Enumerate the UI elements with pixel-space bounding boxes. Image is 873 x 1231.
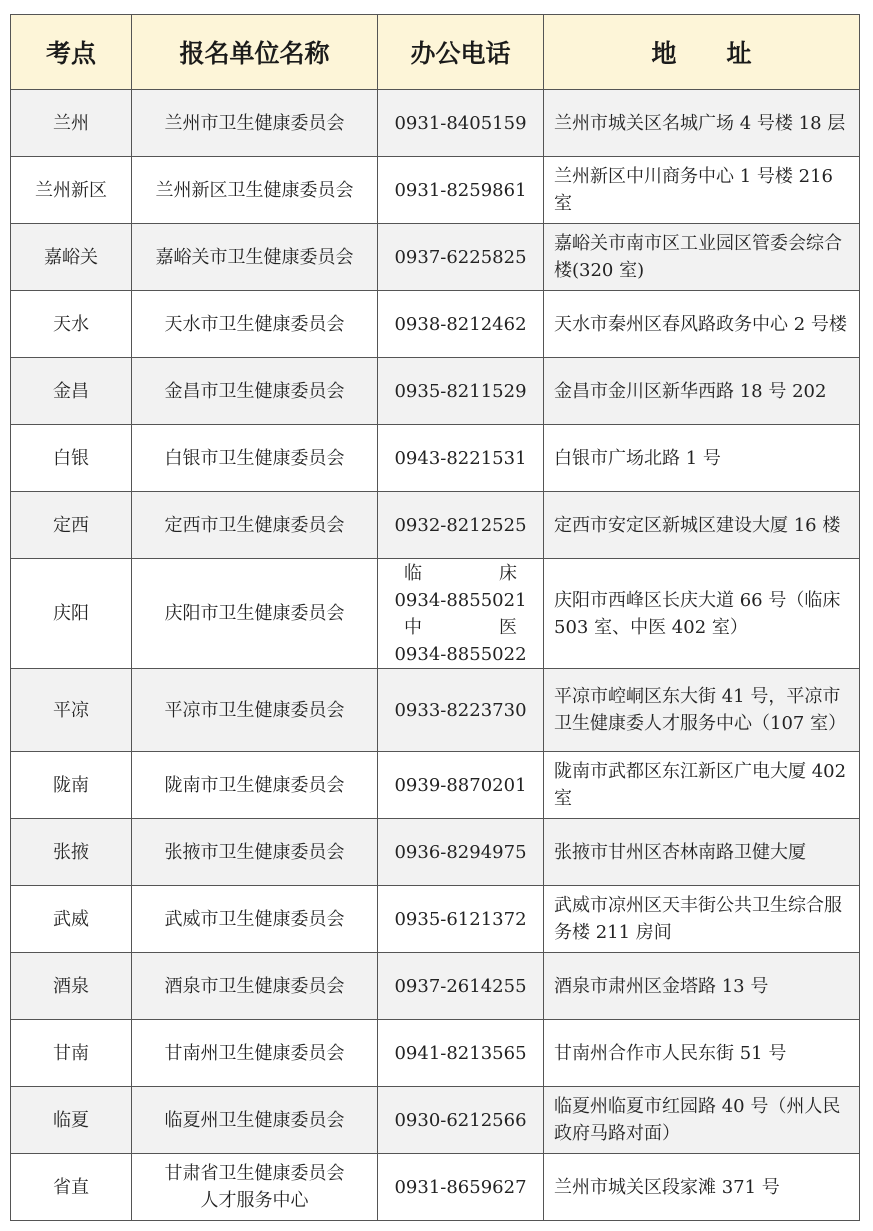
phone-cell: 0930-6212566 <box>378 1087 544 1154</box>
site-cell: 白银 <box>11 425 132 492</box>
address-cell: 兰州市城关区名城广场 4 号楼 18 层 <box>544 90 860 157</box>
site-cell: 平凉 <box>11 669 132 752</box>
unit-cell: 武威市卫生健康委员会 <box>132 886 378 953</box>
phone-cell: 0935-8211529 <box>378 358 544 425</box>
phone-cell: 0936-8294975 <box>378 819 544 886</box>
address-cell: 甘南州合作市人民东街 51 号 <box>544 1020 860 1087</box>
phone-number-clinical: 0934-8855021 <box>394 589 527 611</box>
site-cell: 省直 <box>11 1154 132 1221</box>
phone-label-part: 临 <box>404 562 422 584</box>
table-row <box>11 1020 860 1087</box>
site-cell: 定西 <box>11 492 132 559</box>
unit-cell: 天水市卫生健康委员会 <box>132 291 378 358</box>
table-row <box>11 559 860 669</box>
site-cell: 陇南 <box>11 752 132 819</box>
phone-label-part: 床 <box>499 562 517 584</box>
unit-cell: 兰州新区卫生健康委员会 <box>132 157 378 224</box>
phone-cell: 0935-6121372 <box>378 886 544 953</box>
unit-cell: 平凉市卫生健康委员会 <box>132 669 378 752</box>
site-cell: 张掖 <box>11 819 132 886</box>
header-address: 地 址 <box>544 15 860 90</box>
unit-cell: 定西市卫生健康委员会 <box>132 492 378 559</box>
address-cell: 陇南市武都区东江新区广电大厦 402 室 <box>544 752 860 819</box>
site-cell: 兰州新区 <box>11 157 132 224</box>
site-cell: 庆阳 <box>11 559 132 669</box>
table-row <box>11 953 860 1020</box>
address-cell: 定西市安定区新城区建设大厦 16 楼 <box>544 492 860 559</box>
unit-cell: 兰州市卫生健康委员会 <box>132 90 378 157</box>
address-cell: 武威市凉州区天丰街公共卫生综合服务楼 211 房间 <box>544 886 860 953</box>
phone-cell: 0932-8212525 <box>378 492 544 559</box>
phone-cell: 0937-6225825 <box>378 224 544 291</box>
address-cell: 兰州新区中川商务中心 1 号楼 216 室 <box>544 157 860 224</box>
unit-line: 人才服务中心 <box>200 1190 309 1211</box>
address-cell: 庆阳市西峰区长庆大道 66 号（临床 503 室、中医 402 室） <box>544 559 860 669</box>
phone-cell: 0939-8870201 <box>378 752 544 819</box>
address-cell: 张掖市甘州区杏林南路卫健大厦 <box>544 819 860 886</box>
table-row <box>11 1087 860 1154</box>
phone-label-clinical <box>384 560 537 587</box>
address-cell: 天水市秦州区春风路政务中心 2 号楼 <box>544 291 860 358</box>
site-cell: 酒泉 <box>11 953 132 1020</box>
address-cell: 平凉市崆峒区东大街 41 号，平凉市卫生健康委人才服务中心（107 室） <box>544 669 860 752</box>
phone-label-part: 中 <box>404 616 422 638</box>
phone-cell: 0937-2614255 <box>378 953 544 1020</box>
phone-cell: 0931-8405159 <box>378 90 544 157</box>
address-cell: 白银市广场北路 1 号 <box>544 425 860 492</box>
table-row <box>11 291 860 358</box>
table-row <box>11 1154 860 1221</box>
phone-number-tcm: 0934-8855022 <box>394 643 527 665</box>
phone-cell: 0931-8259861 <box>378 157 544 224</box>
unit-cell: 酒泉市卫生健康委员会 <box>132 953 378 1020</box>
unit-cell: 张掖市卫生健康委员会 <box>132 819 378 886</box>
header-unit: 报名单位名称 <box>132 15 378 90</box>
unit-cell: 甘南州卫生健康委员会 <box>132 1020 378 1087</box>
registration-table <box>10 14 860 1221</box>
table-row <box>11 90 860 157</box>
site-cell: 嘉峪关 <box>11 224 132 291</box>
phone-cell: 0941-8213565 <box>378 1020 544 1087</box>
unit-cell: 陇南市卫生健康委员会 <box>132 752 378 819</box>
address-cell: 临夏州临夏市红园路 40 号（州人民政府马路对面） <box>544 1087 860 1154</box>
header-site: 考点 <box>11 15 132 90</box>
phone-cell: 0943-8221531 <box>378 425 544 492</box>
unit-cell <box>132 1154 378 1221</box>
table-row <box>11 492 860 559</box>
unit-cell: 庆阳市卫生健康委员会 <box>132 559 378 669</box>
table-row <box>11 669 860 752</box>
unit-cell: 临夏州卫生健康委员会 <box>132 1087 378 1154</box>
header-phone: 办公电话 <box>378 15 544 90</box>
address-cell: 金昌市金川区新华西路 18 号 202 <box>544 358 860 425</box>
site-cell: 兰州 <box>11 90 132 157</box>
site-cell: 甘南 <box>11 1020 132 1087</box>
site-cell: 金昌 <box>11 358 132 425</box>
phone-label-tcm <box>384 614 537 641</box>
site-cell: 武威 <box>11 886 132 953</box>
unit-line: 甘肃省卫生健康委员会 <box>164 1163 345 1184</box>
phone-cell <box>378 559 544 669</box>
header-row <box>11 15 860 90</box>
address-cell: 嘉峪关市南市区工业园区管委会综合楼(320 室) <box>544 224 860 291</box>
table-row <box>11 224 860 291</box>
phone-cell: 0931-8659627 <box>378 1154 544 1221</box>
table-row <box>11 157 860 224</box>
address-cell: 酒泉市肃州区金塔路 13 号 <box>544 953 860 1020</box>
address-cell: 兰州市城关区段家滩 371 号 <box>544 1154 860 1221</box>
unit-cell: 嘉峪关市卫生健康委员会 <box>132 224 378 291</box>
table-row <box>11 819 860 886</box>
table-row <box>11 752 860 819</box>
phone-label-part: 医 <box>499 616 517 638</box>
unit-cell: 金昌市卫生健康委员会 <box>132 358 378 425</box>
unit-cell: 白银市卫生健康委员会 <box>132 425 378 492</box>
phone-cell: 0938-8212462 <box>378 291 544 358</box>
site-cell: 临夏 <box>11 1087 132 1154</box>
phone-cell: 0933-8223730 <box>378 669 544 752</box>
table-row <box>11 358 860 425</box>
site-cell: 天水 <box>11 291 132 358</box>
table-row <box>11 425 860 492</box>
table-row <box>11 886 860 953</box>
